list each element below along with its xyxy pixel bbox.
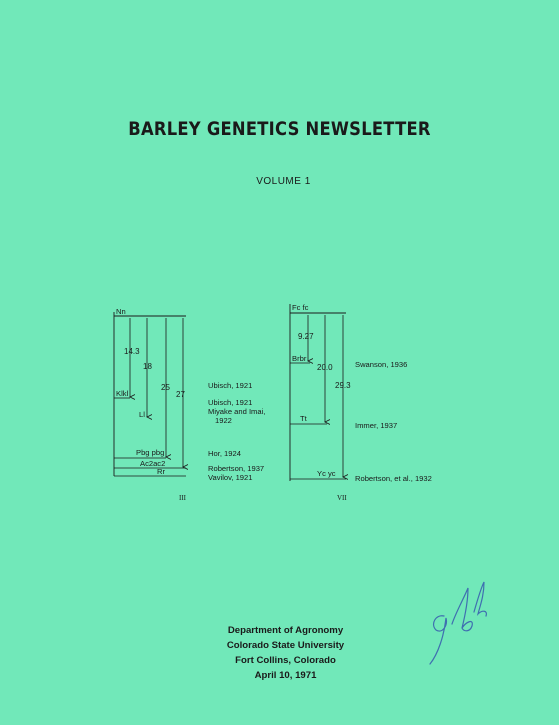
footer-date: April 10, 1971 <box>254 670 317 681</box>
reference-ubisch-1921-b: Ubisch, 1921 <box>208 398 253 407</box>
chromosome-3-numeral: III <box>179 494 186 502</box>
chromosome-3-map <box>114 307 265 502</box>
handwritten-initials <box>422 576 492 671</box>
reference-vavilov-1921: Vavilov, 1921 <box>208 473 253 482</box>
reference-robertson-1937: Robertson, 1937 <box>208 464 265 473</box>
newsletter-title: BARLEY GENETICS NEWSLETTER <box>128 118 431 140</box>
gene-label-rr: Rr <box>157 467 166 476</box>
distance-label-14-3: 14.3 <box>124 347 140 356</box>
gene-label-pbg: Pbg pbg <box>136 448 165 457</box>
footer-university: Colorado State University <box>226 640 345 651</box>
chromosome-7-numeral: VII <box>337 494 347 502</box>
reference-ubisch-1921-a: Ubisch, 1921 <box>208 381 253 390</box>
distance-label-18: 18 <box>143 362 152 371</box>
reference-swanson-1936: Swanson, 1936 <box>355 360 408 369</box>
footer-city: Fort Collins, Colorado <box>235 655 336 666</box>
distance-label-25: 25 <box>161 383 170 392</box>
gene-label-fc: Fc fc <box>292 303 309 312</box>
distance-label-29-3: 29.3 <box>335 381 351 390</box>
distance-label-27: 27 <box>176 390 185 399</box>
reference-immer-1937: Immer, 1937 <box>355 421 398 430</box>
reference-robertson-1932: Robertson, et al., 1932 <box>355 474 432 483</box>
volume-label: VOLUME 1 <box>256 176 311 187</box>
gene-label-ac2: Ac2ac2 <box>140 459 166 468</box>
chromosome-7-map <box>290 303 432 502</box>
gene-label-yc: Yc yc <box>317 469 336 478</box>
distance-label-20-0: 20.0 <box>317 363 333 372</box>
gene-label-brbr: Brbr <box>292 354 307 363</box>
distance-label-9-27: 9.27 <box>298 332 314 341</box>
gene-label-nn: Nn <box>116 307 126 316</box>
reference-miyake-imai-year: 1922 <box>215 416 232 425</box>
gene-label-klkl: Klkl <box>116 389 129 398</box>
reference-miyake-imai: Miyake and Imai, <box>208 407 266 416</box>
gene-label-tt: Tt <box>300 414 307 423</box>
reference-hor-1924: Hor, 1924 <box>208 449 241 458</box>
gene-label-ll: Ll <box>139 410 145 419</box>
footer-department: Department of Agronomy <box>227 625 344 636</box>
